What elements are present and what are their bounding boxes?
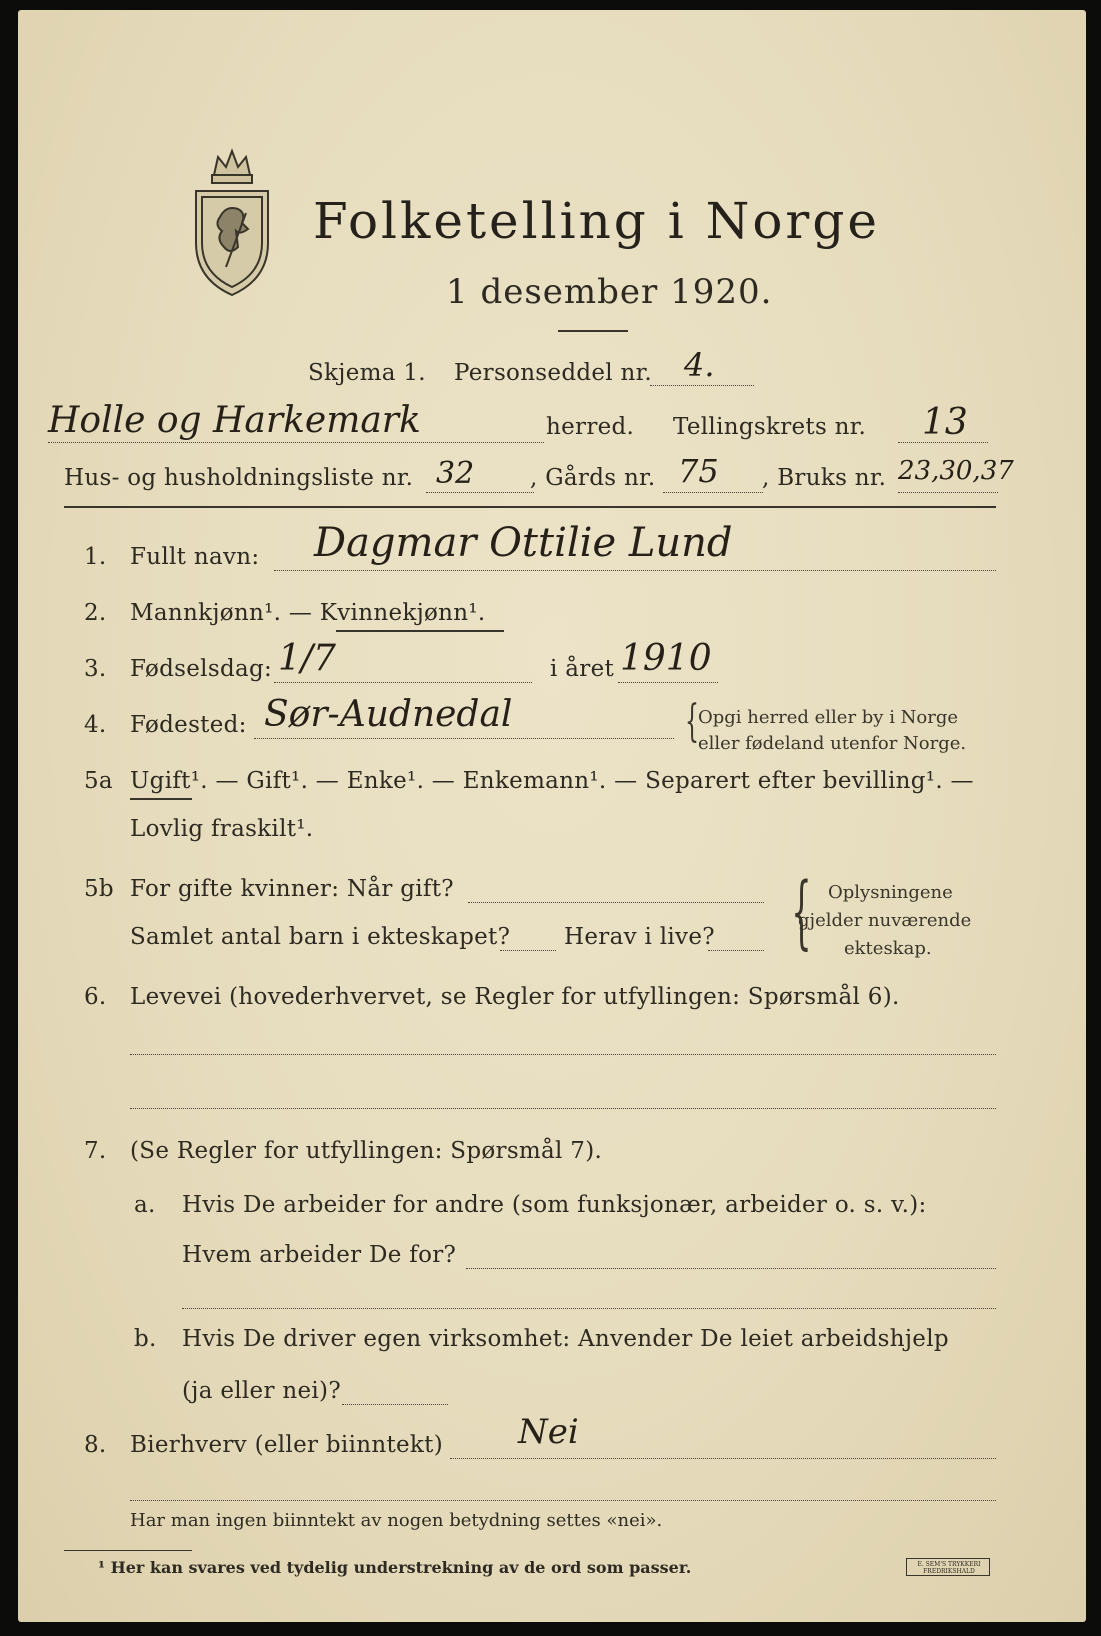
- q7b-line1: Hvis De driver egen virksomhet: Anvender De leiet arbeidshjelp: [182, 1326, 949, 1352]
- q4-line: [254, 738, 674, 739]
- q7a-answer-line: [466, 1268, 996, 1269]
- bruks-line: [898, 492, 998, 493]
- q5b-brace: {: [791, 865, 812, 958]
- nei-instruction: Har man ingen biinntekt av nogen betydning settes «nei».: [130, 1510, 663, 1531]
- q1-label: Fullt navn:: [130, 544, 260, 570]
- herred-line: [48, 442, 544, 443]
- title-divider: [558, 330, 628, 332]
- q7a-extra-line: [182, 1308, 996, 1309]
- form-title: Folketelling i Norge: [313, 192, 880, 250]
- q5b-alive-line: [708, 950, 764, 951]
- q3-year-line: [618, 682, 718, 683]
- census-form-page: [18, 10, 1086, 1622]
- q5b-married-line: [468, 902, 764, 903]
- q5b-note-line1: Oplysningene: [828, 882, 953, 903]
- q7b-letter: b.: [134, 1326, 157, 1352]
- norwegian-coat-of-arms-icon: [186, 143, 278, 303]
- skjema-label: Skjema 1.: [308, 360, 426, 386]
- q7-number: 7.: [84, 1138, 107, 1164]
- personseddel-value: 4.: [684, 346, 715, 384]
- q7b-answer-line: [342, 1404, 448, 1405]
- q4-value: Sør-Audnedal: [264, 694, 513, 735]
- printer-stamp: [906, 1558, 990, 1576]
- q2-underline-kvinnekjonn: [336, 630, 504, 632]
- q5a-line1: Ugift¹. — Gift¹. — Enke¹. — Enkemann¹. — Separert efter bevilling¹. —: [130, 768, 974, 794]
- q2-label: Mannkjønn¹. — Kvinnekjønn¹.: [130, 600, 486, 626]
- header-separator: [64, 506, 996, 508]
- q1-number: 1.: [84, 544, 107, 570]
- q1-line: [274, 570, 996, 571]
- q8-extra-line: [130, 1500, 996, 1501]
- q7a-line1: Hvis De arbeider for andre (som funksjonær, arbeider o. s. v.):: [182, 1192, 927, 1218]
- gards-value: 75: [678, 452, 719, 490]
- gards-label: , Gårds nr.: [530, 465, 656, 491]
- personseddel-line: [650, 385, 754, 386]
- q8-value: Nei: [518, 1412, 579, 1452]
- q5b-number: 5b: [84, 876, 114, 902]
- bruks-label: , Bruks nr.: [762, 465, 887, 491]
- q5b-children-line: [500, 950, 556, 951]
- hus-line: [426, 492, 534, 493]
- q8-line: [450, 1458, 996, 1459]
- q6-line1: [130, 1054, 996, 1055]
- q7a-letter: a.: [134, 1192, 156, 1218]
- tellingskrets-label: Tellingskrets nr.: [673, 414, 867, 440]
- q8-number: 8.: [84, 1432, 107, 1458]
- personseddel-label: Personseddel nr.: [454, 360, 653, 386]
- q8-label: Bierhverv (eller biinntekt): [130, 1432, 443, 1458]
- q4-note-line2: eller fødeland utenfor Norge.: [698, 733, 967, 754]
- q5b-note-line3: ekteskap.: [844, 938, 932, 959]
- hus-value: 32: [436, 456, 475, 491]
- q5a-underline-ugift: [130, 798, 192, 800]
- footnote: ¹ Her kan svares ved tydelig understrekning av de ord som passer.: [98, 1558, 692, 1577]
- q4-brace: {: [685, 696, 699, 747]
- tellingskrets-value: 13: [922, 402, 968, 443]
- q3-year-label: i året: [550, 656, 615, 682]
- q5a-number: 5a: [84, 768, 113, 794]
- q3-year-value: 1910: [620, 638, 712, 679]
- herred-label: herred.: [546, 414, 635, 440]
- q7b-line2: (ja eller nei)?: [182, 1378, 341, 1404]
- gards-line: [663, 492, 763, 493]
- q6-label: Levevei (hovederhvervet, se Regler for utfyllingen: Spørsmål 6).: [130, 984, 900, 1010]
- census-date: 1 desember 1920.: [446, 272, 773, 312]
- footnote-rule: [64, 1550, 192, 1551]
- q5b-line1: For gifte kvinner: Når gift?: [130, 876, 454, 902]
- q3-label: Fødselsdag:: [130, 656, 273, 682]
- q6-line2: [130, 1108, 996, 1109]
- q5b-note-line2: gjelder nuværende: [798, 910, 972, 931]
- q2-number: 2.: [84, 600, 107, 626]
- q1-value: Dagmar Ottilie Lund: [314, 520, 733, 566]
- q5b-line2b: Herav i live?: [564, 924, 715, 950]
- q5a-line2: Lovlig fraskilt¹.: [130, 816, 314, 842]
- q3-value: 1/7: [278, 638, 336, 679]
- q4-number: 4.: [84, 712, 107, 738]
- bruks-value: 23,30,37: [898, 456, 1014, 486]
- herred-value: Holle og Harkemark: [48, 400, 421, 441]
- q3-line: [274, 682, 532, 683]
- printer-stamp-text: E. SEM'S TRYKKERI FREDRIKSHALD: [917, 1561, 981, 1575]
- q5b-line2a: Samlet antal barn i ekteskapet?: [130, 924, 511, 950]
- hus-label: Hus- og husholdningsliste nr.: [64, 465, 414, 491]
- q7-label: (Se Regler for utfyllingen: Spørsmål 7).: [130, 1138, 603, 1164]
- q4-note-line1: Opgi herred eller by i Norge: [698, 707, 959, 728]
- q3-number: 3.: [84, 656, 107, 682]
- q4-label: Fødested:: [130, 712, 247, 738]
- q7a-line2: Hvem arbeider De for?: [182, 1242, 457, 1268]
- q6-number: 6.: [84, 984, 107, 1010]
